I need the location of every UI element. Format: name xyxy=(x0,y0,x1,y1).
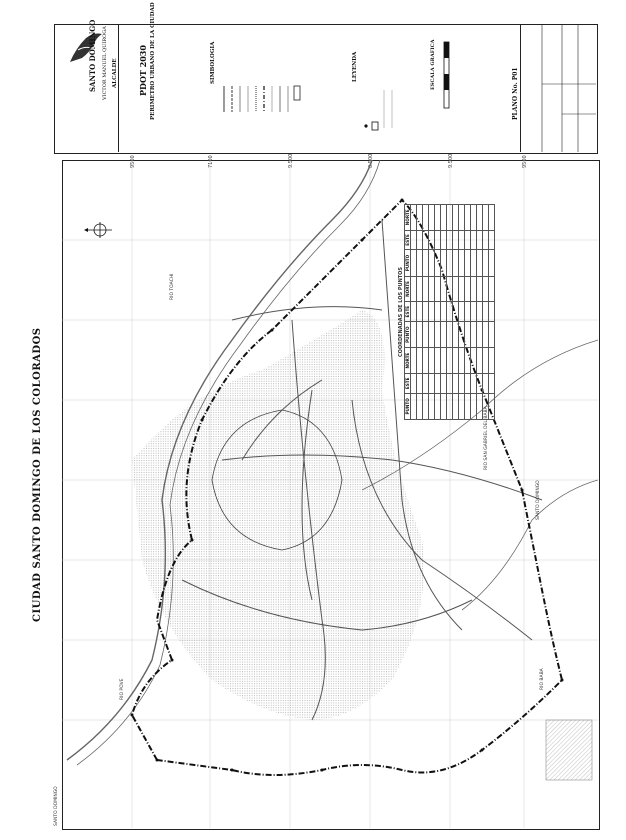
urban-area xyxy=(132,310,424,720)
north-arrow xyxy=(84,222,112,238)
map-title: CIUDAD SANTO DOMINGO DE LOS COLORADOS xyxy=(32,327,43,622)
coords-table xyxy=(404,204,495,420)
legend-symbols xyxy=(360,76,400,136)
grid-label-e6: 9500 xyxy=(522,155,528,168)
label-rio-pove: RIO POVE xyxy=(120,678,125,700)
table-row xyxy=(489,205,495,420)
city-map xyxy=(62,160,598,828)
label-rio-san-gabriel: RIO SAN GABRIEL DEL BABA xyxy=(484,406,489,470)
legend-title: LEYENDA xyxy=(352,51,358,82)
symbology-title: SIMBOLOGIA xyxy=(210,41,216,84)
title-subject: PERIMETRO URBANO DE LA CIUDAD xyxy=(150,2,156,120)
grid-label-e3: 9.500 xyxy=(288,153,294,168)
th-este-2: ESTE xyxy=(405,302,411,322)
grid-label-e1: 9500 xyxy=(130,155,136,168)
th-punto-1: PUNTO xyxy=(405,393,411,419)
title-municipality: SANTO DOMINGO xyxy=(88,19,97,92)
th-este-3: ESTE xyxy=(405,230,411,250)
coords-table-title: COORDENADAS DE LOS PUNTOS xyxy=(398,266,404,358)
label-santo-domingo-south: SANTO DOMINGO xyxy=(536,480,541,520)
title-mayor-role: ALCALDE xyxy=(112,58,118,88)
coords-table-block xyxy=(398,204,495,420)
th-este-1: ESTE xyxy=(405,373,411,393)
symbology-legend xyxy=(218,82,318,142)
grid-label-e2: 7100 xyxy=(208,155,214,168)
hatched-zone xyxy=(546,720,592,780)
info-table xyxy=(522,24,596,152)
title-block-divider-2 xyxy=(520,24,521,152)
th-norte-2: NORTE xyxy=(405,276,411,302)
map-footer-caption: SANTO DOMINGO xyxy=(54,786,59,826)
municipality-logo xyxy=(66,28,106,68)
title-block-divider-1 xyxy=(118,24,119,152)
coords-table-header xyxy=(405,205,411,420)
title-mayor-name: VICTOR MANUEL QUIROGA xyxy=(102,26,108,100)
th-norte-3: NORTE xyxy=(405,205,411,231)
scale-title: ESCALA GRAFICA xyxy=(430,39,436,90)
th-punto-3: PUNTO xyxy=(405,250,411,276)
plan-number: PLANO No. P01 xyxy=(512,67,519,120)
grid-label-e5: 9.500 xyxy=(448,153,454,168)
grid-label-e4: 0.500 xyxy=(368,153,374,168)
th-norte-1: NORTE xyxy=(405,348,411,374)
label-rio-baba: RIO BABA xyxy=(540,668,545,690)
title-plan: PDOT 2030 xyxy=(138,45,148,96)
scale-bar xyxy=(440,40,454,110)
th-punto-2: PUNTO xyxy=(405,322,411,348)
label-rio-toachi: RIO TOACHI xyxy=(170,273,175,300)
